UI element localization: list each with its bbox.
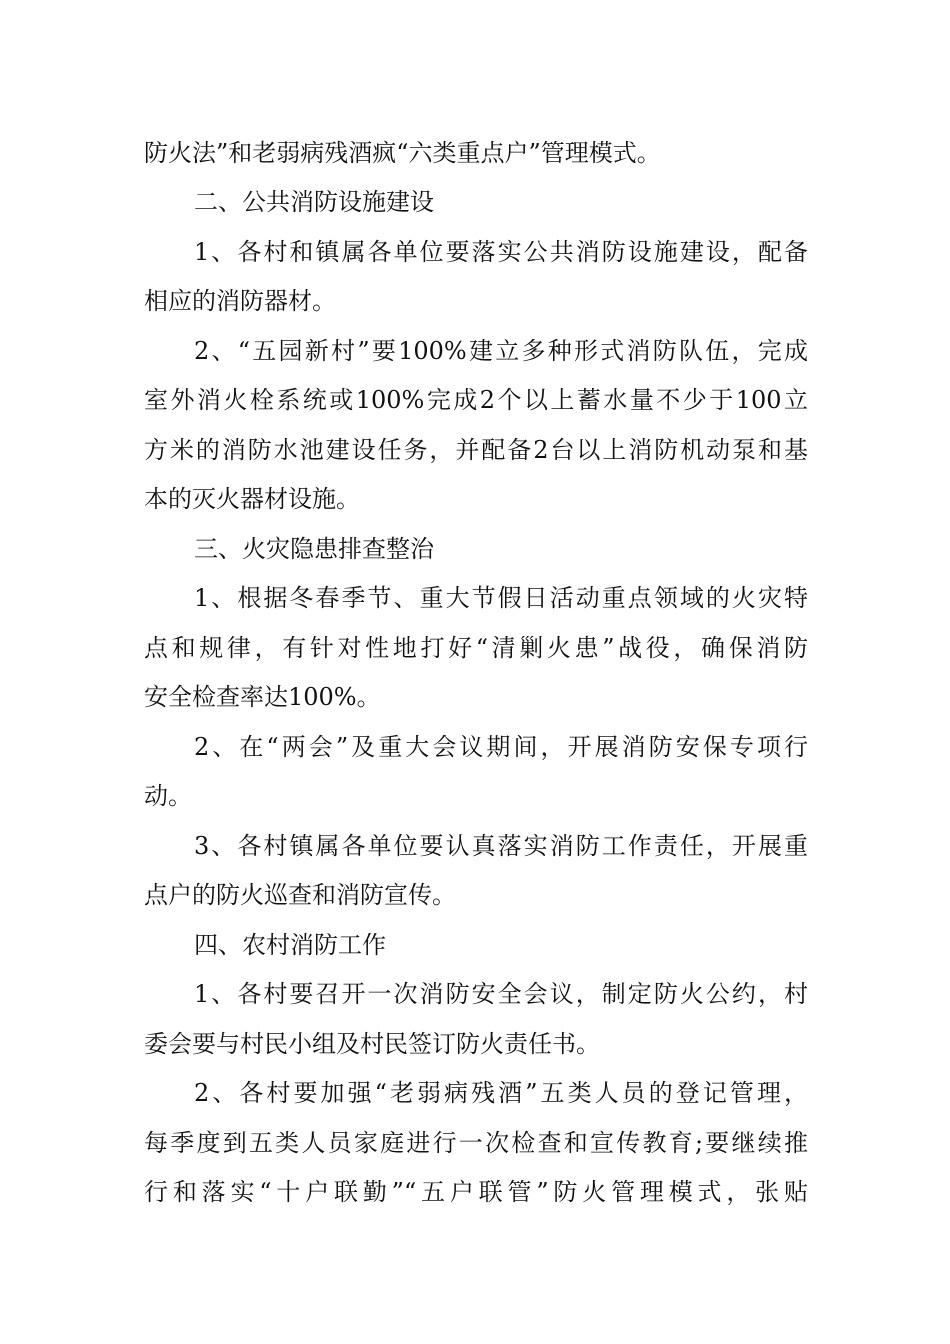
- text-line: 点户的防火巡查和消防宣传。: [144, 881, 456, 909]
- text-line: 1、根据冬春季节、重大节假日活动重点领域的火灾特: [194, 584, 808, 612]
- text-line: 每季度到五类人员家庭进行一次检查和宣传教育;要继续推: [144, 1129, 808, 1157]
- section-heading: 三、火灾隐患排查整治: [194, 535, 434, 563]
- text-line: 委会要与村民小组及村民签订防火责任书。: [144, 1030, 600, 1058]
- text-line: 室外消火栓系统或100%完成2个以上蓄水量不少于100立: [144, 386, 808, 414]
- text-line: 1、各村要召开一次消防安全会议，制定防火公约，村: [194, 980, 808, 1008]
- section-heading: 二、公共消防设施建设: [194, 188, 434, 216]
- section-heading: 四、农村消防工作: [194, 931, 386, 959]
- text-line: 方米的消防水池建设任务，并配备2台以上消防机动泵和基: [144, 436, 808, 464]
- text-line: 2、各村要加强“老弱病残酒”五类人员的登记管理，: [194, 1079, 808, 1107]
- text-line: 动。: [144, 782, 192, 810]
- text-line: 防火法”和老弱病残酒疯“六类重点户”管理模式。: [144, 139, 661, 167]
- text-line: 2、“五园新村”要100%建立多种形式消防队伍，完成: [194, 337, 808, 365]
- text-line: 2、在“两会”及重大会议期间，开展消防安保专项行: [194, 733, 808, 761]
- text-line: 本的灭火器材设施。: [144, 485, 360, 513]
- text-line: 相应的消防器材。: [144, 287, 336, 315]
- text-line: 安全检查率达100%。: [144, 683, 381, 711]
- text-line: 3、各村镇属各单位要认真落实消防工作责任，开展重: [194, 832, 808, 860]
- text-line: 1、各村和镇属各单位要落实公共消防设施建设，配备: [194, 238, 808, 266]
- text-line: 行和落实“十户联勤”“五户联管”防火管理模式，张贴: [144, 1178, 808, 1206]
- text-line: 点和规律，有针对性地打好“清剿火患”战役，确保消防: [144, 634, 808, 662]
